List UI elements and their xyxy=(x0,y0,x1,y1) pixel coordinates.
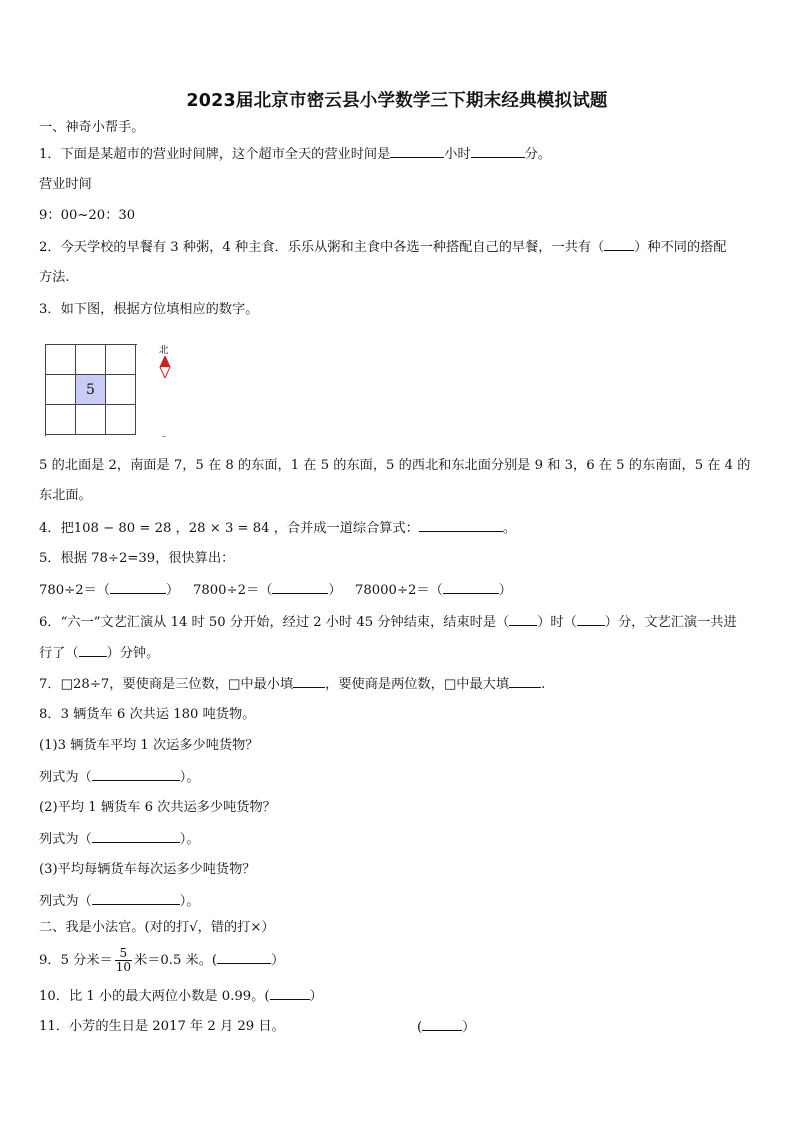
formula-close-1: ）。 xyxy=(179,770,200,785)
question-1-sign-time: 9：00~20：30 xyxy=(39,208,136,223)
grid-cell-northwest[interactable] xyxy=(46,345,76,375)
formula-label-1: 列式为（ xyxy=(39,770,92,785)
answer-blank-total-minutes[interactable] xyxy=(79,644,107,657)
question-5-item-2 xyxy=(193,581,342,600)
question-10-end: ） xyxy=(309,989,323,1004)
question-11-open: ( xyxy=(417,1020,423,1035)
question-6-line-2 xyxy=(39,644,159,663)
grid-cell-southwest[interactable] xyxy=(46,405,76,435)
question-6-minute-label: ）分，文艺汇演一共进 xyxy=(604,615,737,630)
question-4-text: 4．把108 − 80 = 28 ，28 × 3 = 84 ，合并成一道综合算式： xyxy=(39,521,419,536)
question-2-text-end: ）种不同的搭配 xyxy=(634,240,727,255)
question-9-text-2: 米＝0.5 米。( xyxy=(134,953,218,968)
grid-cell-east[interactable] xyxy=(106,375,136,405)
formula-line-3 xyxy=(39,892,200,911)
question-11-answer xyxy=(417,1018,475,1037)
question-8-part-1: (1)3 辆货车平均 1 次运多少吨货物？ xyxy=(39,738,259,753)
question-7-text: 7．□28÷7，要使商是三位数，□中最小填 xyxy=(39,677,294,692)
question-4-end: 。 xyxy=(502,521,517,536)
section-1-heading: 一、神奇小帮手。 xyxy=(39,120,145,135)
page-title: 2023届北京市密云县小学数学三下期末经典模拟试题 xyxy=(186,91,608,111)
question-2-line-1 xyxy=(39,238,727,257)
direction-grid xyxy=(45,344,137,436)
question-6-text-2: 行了（ xyxy=(39,646,79,661)
answer-blank-judge-11[interactable] xyxy=(422,1018,462,1031)
question-1 xyxy=(39,145,551,164)
question-5-item-3 xyxy=(355,581,512,600)
question-1-sign-label: 营业时间 xyxy=(39,177,92,192)
question-5-item-3-close: ） xyxy=(498,583,512,598)
compass-arrow-icon xyxy=(159,356,171,378)
question-4 xyxy=(39,519,516,538)
question-7-text-2: ，要使商是两位数，□中最大填 xyxy=(325,677,510,692)
question-6-text: 6．“六一”文艺汇演从 14 时 50 分开始，经过 2 小时 45 分钟结束，结束时是（ xyxy=(39,615,510,630)
question-3-description-line-1: 5 的北面是 2，南面是 7，5 在 8 的东面，1 在 5 的东面，5 的西北和东北面分别是 9 和 3，6 在 5 的东南面，5 在 4 的 xyxy=(39,458,751,473)
compass-north-label: 北 xyxy=(159,345,169,356)
grid-cell-west[interactable] xyxy=(46,375,76,405)
question-9-end: ） xyxy=(271,953,285,968)
question-5: 5．根据 78÷2=39，很快算出： xyxy=(39,551,235,566)
question-9-text: 9．5 分米＝ xyxy=(39,953,113,968)
question-11-text: 11．小芳的生日是 2017 年 2 月 29 日。 xyxy=(39,1019,285,1034)
question-5-item-1 xyxy=(39,581,179,600)
divider-tick xyxy=(162,436,166,437)
grid-cell-northeast[interactable] xyxy=(106,345,136,375)
formula-label-3: 列式为（ xyxy=(39,894,92,909)
answer-blank-judge-10[interactable] xyxy=(270,987,310,1000)
question-5-item-3-text: 78000÷2＝（ xyxy=(355,583,443,598)
answer-blank-78000[interactable] xyxy=(443,581,499,594)
question-10 xyxy=(39,987,323,1006)
answer-blank-end-minute[interactable] xyxy=(577,613,605,626)
formula-close-3: ）。 xyxy=(179,894,200,909)
question-6-hour-label: ）时（ xyxy=(537,615,577,630)
question-6-end: ）分钟。 xyxy=(106,646,160,661)
question-5-item-2-close: ） xyxy=(328,583,342,598)
formula-line-1 xyxy=(39,768,200,787)
fraction-denominator: 10 xyxy=(115,960,132,974)
formula-label-2: 列式为（ xyxy=(39,832,92,847)
question-1-text: 1．下面是某超市的营业时间牌，这个超市全天的营业时间是 xyxy=(39,147,391,162)
question-3: 3．如下图，根据方位填相应的数字。 xyxy=(39,302,259,317)
question-11-end: ） xyxy=(462,1020,476,1035)
grid-cell-north[interactable] xyxy=(76,345,106,375)
question-5-item-1-text: 780÷2＝（ xyxy=(39,583,110,598)
grid-cell-center: 5 xyxy=(76,375,106,405)
answer-blank-formula[interactable] xyxy=(419,519,503,532)
answer-blank-780[interactable] xyxy=(110,581,166,594)
answer-blank-formula-2[interactable] xyxy=(92,830,180,843)
question-5-item-2-text: 7800÷2＝（ xyxy=(193,583,273,598)
question-10-text: 10．比 1 小的最大两位小数是 0.99。( xyxy=(39,989,270,1004)
question-2-line-2: 方法. xyxy=(39,270,70,285)
answer-blank-end-hour[interactable] xyxy=(509,613,537,626)
question-6-line-1 xyxy=(39,613,737,632)
question-1-minutes-label: 分。 xyxy=(524,147,552,162)
answer-blank-max-digit[interactable] xyxy=(509,675,541,688)
grid-cell-south[interactable] xyxy=(76,405,106,435)
fraction xyxy=(115,947,132,974)
question-8-part-2: (2)平均 1 辆货车 6 次共运多少吨货物？ xyxy=(39,800,276,815)
answer-blank-judge-9[interactable] xyxy=(217,951,271,964)
formula-line-2 xyxy=(39,830,200,849)
grid-cell-southeast[interactable] xyxy=(106,405,136,435)
fraction-numerator: 5 xyxy=(115,947,132,961)
question-9 xyxy=(39,944,284,978)
question-8-part-3: (3)平均每辆货车每次运多少吨货物？ xyxy=(39,862,256,877)
question-7-end: . xyxy=(541,677,546,692)
question-7 xyxy=(39,675,545,694)
question-3-description-line-2: 东北面。 xyxy=(39,488,92,503)
section-2-heading: 二、我是小法官。(对的打√，错的打×） xyxy=(39,920,275,935)
question-5-item-1-close: ） xyxy=(166,583,180,598)
question-11 xyxy=(39,1018,285,1036)
answer-blank-min-digit[interactable] xyxy=(293,675,325,688)
answer-blank-formula-1[interactable] xyxy=(92,768,180,781)
question-1-hours-label: 小时 xyxy=(444,147,471,162)
answer-blank-7800[interactable] xyxy=(272,581,328,594)
question-8: 8．3 辆货车 6 次共运 180 吨货物。 xyxy=(39,707,256,722)
answer-blank-hours[interactable] xyxy=(390,145,444,158)
answer-blank-combinations[interactable] xyxy=(604,238,634,251)
question-2-text: 2．今天学校的早餐有 3 种粥，4 种主食．乐乐从粥和主食中各选一种搭配自己的早餐，一共有（ xyxy=(39,240,605,255)
formula-close-2: ）。 xyxy=(179,832,200,847)
answer-blank-minutes[interactable] xyxy=(471,145,525,158)
answer-blank-formula-3[interactable] xyxy=(92,892,180,905)
